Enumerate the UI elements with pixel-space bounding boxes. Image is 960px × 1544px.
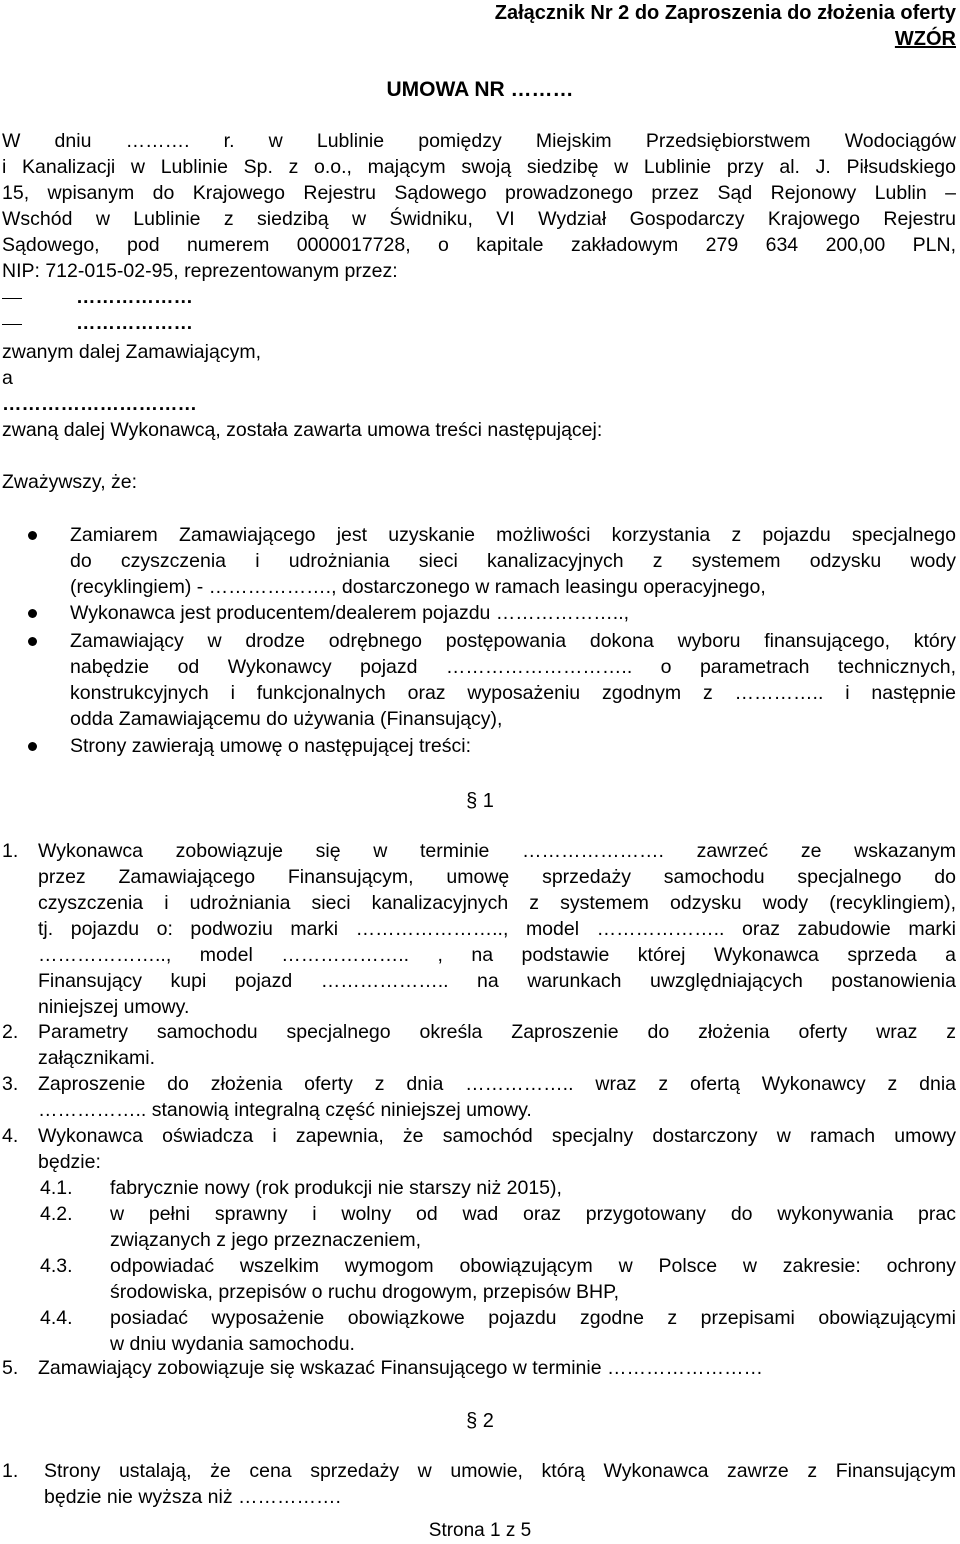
subitem-number: 4.2. <box>40 1203 73 1225</box>
subitem-line: odpowiadać wszelkim wymogom obowiązującym w Polsce w zakresie: ochrony <box>110 1255 956 1277</box>
item-number: 3. <box>2 1073 19 1095</box>
subitem-line: środowiska, przepisów o ruchu drogowym, przepisów BHP, <box>110 1281 620 1303</box>
bullet-line: nabędzie od Wykonawcy pojazd ……………………….. o parametrach technicznych, <box>70 656 956 678</box>
dash-marker <box>2 287 22 299</box>
bullet-line: Strony zawierają umowę o następującej treści: <box>70 735 472 757</box>
bullet-line: (recyklingiem) - ………………., dostarczonego w ramach leasingu operacyjnego, <box>70 576 766 598</box>
subitem-number: 4.4. <box>40 1307 73 1329</box>
bullet-dot <box>28 531 37 540</box>
subitem-line: w dniu wydania samochodu. <box>110 1333 355 1355</box>
template-label: WZÓR <box>894 28 956 50</box>
bullet-line: do czyszczenia i udrożniania sieci kanalizacyjnych z systemem odzysku wody <box>70 550 956 572</box>
representative-placeholder: ……………… <box>76 286 193 308</box>
and-line: a <box>2 367 13 389</box>
subitem <box>110 1253 956 1305</box>
bullet-line: Zamawiający w drodze odrębnego postępowania dokona wyboru finansującego, który <box>70 630 956 652</box>
bullet-item <box>70 600 956 626</box>
bullet-line: odda Zamawiającemu do używania (Finansujący), <box>70 708 503 730</box>
contract-title: UMOWA NR ……… <box>386 78 574 101</box>
item-line: będzie nie wyższa niż ……………. <box>44 1486 341 1508</box>
contract-item <box>38 838 956 1020</box>
bullet-item <box>70 522 956 600</box>
item-number: 1. <box>2 1460 19 1482</box>
item-line: czyszczenia i udrożniania sieci kanalizacyjnych z systemem odzysku wody (recyklingiem), <box>38 892 956 914</box>
intro-line: 15, wpisanym do Krajowego Rejestru Sądowego prowadzonego przez Sąd Rejonowy Lublin – <box>2 182 956 204</box>
contract-item <box>38 1071 956 1123</box>
bullet-dot <box>28 637 37 646</box>
bullet-dot <box>28 742 37 751</box>
zamawiajacy-line: zwanym dalej Zamawiającym, <box>2 341 261 363</box>
item-number: 1. <box>2 840 19 862</box>
subitem <box>110 1175 956 1201</box>
subitem-line: fabrycznie nowy (rok produkcji nie starszy niż 2015), <box>110 1177 562 1199</box>
contract-item <box>38 1355 956 1381</box>
item-line: Zamawiający zobowiązuje się wskazać Finansującego w terminie …………………… <box>38 1357 763 1379</box>
representative-placeholder: ……………… <box>76 312 193 334</box>
contractor-line: zwaną dalej Wykonawcą, została zawarta umowa treści następującej: <box>2 419 603 441</box>
section-heading: § 1 <box>466 790 494 812</box>
section-heading: § 2 <box>466 1410 494 1432</box>
intro-line: NIP: 712-015-02-95, reprezentowanym przez: <box>2 260 398 282</box>
item-line: Strony ustalają, że cena sprzedaży w umowie, którą Wykonawca zawrze z Finansującym <box>44 1460 956 1482</box>
bullet-line: Wykonawca jest producentem/dealerem pojazdu ……………….., <box>70 602 630 624</box>
subitem-line: posiadać wyposażenie obowiązkowe pojazdu zgodne z przepisami obowiązującymi <box>110 1307 956 1329</box>
attachment-header: Załącznik Nr 2 do Zaproszenia do złożenia oferty <box>494 2 956 24</box>
item-number: 5. <box>2 1357 19 1379</box>
bullet-item <box>70 733 956 759</box>
contractor-placeholder: ………………………… <box>2 393 197 415</box>
intro-line: Wschód w Lublinie z siedzibą w Świdniku, VI Wydział Gospodarczy Krajowego Rejestru <box>2 208 956 230</box>
intro-line: W dniu ………. r. w Lublinie pomiędzy Miejskim Przedsiębiorstwem Wodociągów <box>2 130 956 152</box>
item-number: 2. <box>2 1021 19 1043</box>
subitem-number: 4.1. <box>40 1177 73 1199</box>
subitem-line: związanych z jego przeznaczeniem, <box>110 1229 422 1251</box>
contract-item <box>44 1458 956 1510</box>
item-line: ……………….., model ……………….. , na podstawie której Wykonawca sprzeda a <box>38 944 956 966</box>
item-line: Parametry samochodu specjalnego określa Zaproszenie do złożenia oferty wraz z <box>38 1021 956 1043</box>
item-line: Wykonawca oświadcza i zapewnia, że samochód specjalny dostarczony w ramach umowy <box>38 1125 956 1147</box>
intro-line: Sądowego, pod numerem 0000017728, o kapitale zakładowym 279 634 200,00 PLN, <box>2 234 956 256</box>
item-line: Wykonawca zobowiązuje się w terminie …………………. zawrzeć ze wskazanym <box>38 840 956 862</box>
bullet-line: Zamiarem Zamawiającego jest uzyskanie możliwości korzystania z pojazdu specjalnego <box>70 524 956 546</box>
item-line: będzie: <box>38 1151 101 1173</box>
bullet-item <box>70 628 956 732</box>
item-line: przez Zamawiającego Finansującym, umowę sprzedaży samochodu specjalnego do <box>38 866 956 888</box>
contract-item <box>38 1019 956 1071</box>
bullet-line: konstrukcyjnych i funkcjonalnych oraz wyposażeniu zgodnym z ………….. i następnie <box>70 682 956 704</box>
whereas-heading: Zważywszy, że: <box>2 471 138 493</box>
subitem <box>110 1201 956 1253</box>
intro-line: i Kanalizacji w Lublinie Sp. z o.o., mającym swoją siedzibę w Lublinie przy al. J. Piłsudskiego <box>2 156 956 178</box>
subitem-number: 4.3. <box>40 1255 73 1277</box>
item-line: …………….. stanowią integralną część niniejszej umowy. <box>38 1099 532 1121</box>
item-line: załącznikami. <box>38 1047 156 1069</box>
item-number: 4. <box>2 1125 19 1147</box>
subitem-line: w pełni sprawny i wolny od wad oraz przygotowany do wykonywania prac <box>110 1203 956 1225</box>
bullet-dot <box>28 609 37 618</box>
item-line: niniejszej umowy. <box>38 996 190 1018</box>
item-line: Finansujący kupi pojazd ……………….. na warunkach uwzględniających postanowienia <box>38 970 956 992</box>
dash-marker <box>2 313 22 325</box>
contract-item <box>38 1123 956 1175</box>
page-number: Strona 1 z 5 <box>428 1520 532 1541</box>
subitem <box>110 1305 956 1357</box>
item-line: Zaproszenie do złożenia oferty z dnia …………….. wraz z ofertą Wykonawcy z dnia <box>38 1073 956 1095</box>
item-line: tj. pojazdu o: podwoziu marki ………………….., model ……………….. oraz zabudowie marki <box>38 918 956 940</box>
